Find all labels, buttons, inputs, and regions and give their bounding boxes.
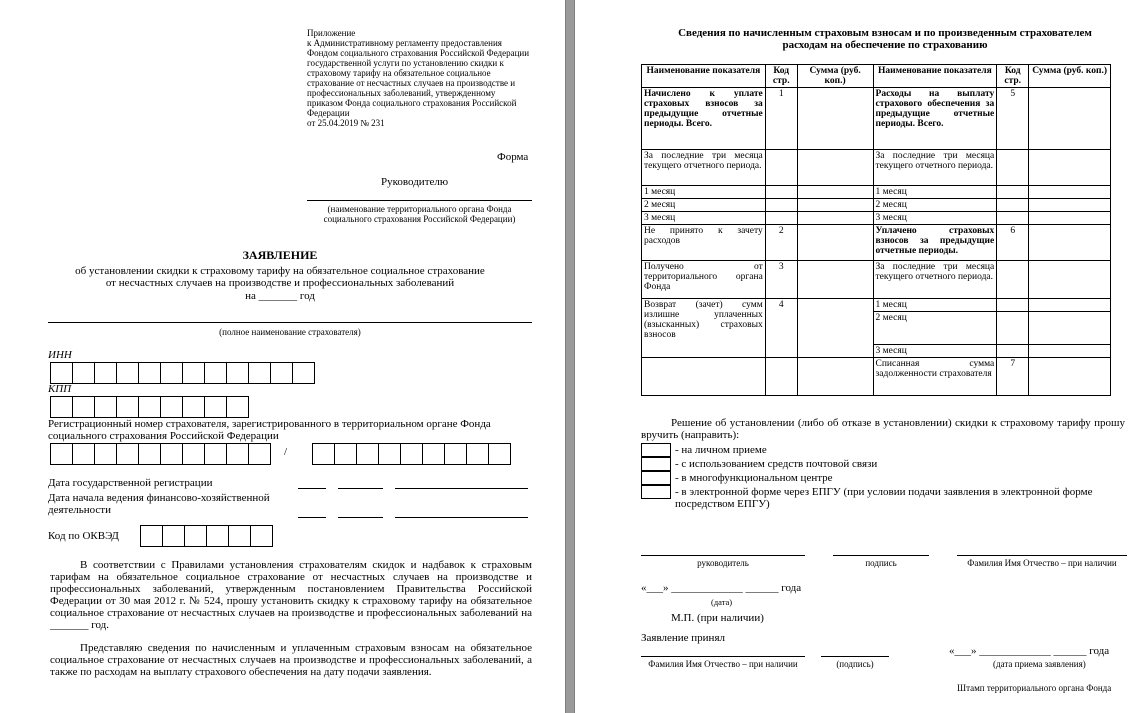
row-sum-left[interactable] bbox=[797, 88, 873, 150]
sig-fio-caption: Фамилия Имя Отчество – при наличии bbox=[967, 558, 1117, 568]
row-sum-right[interactable] bbox=[1029, 199, 1111, 212]
sig-head-line[interactable] bbox=[641, 555, 805, 556]
reg-number-label: Регистрационный номер страхователя, зарегистрированного в территориальном органе Фонда социального страхования Российской Федерации bbox=[48, 418, 491, 442]
sig-signature-line[interactable] bbox=[833, 555, 929, 556]
table-row bbox=[642, 225, 1111, 261]
table-row bbox=[642, 186, 1111, 199]
header-cell: Код стр. bbox=[765, 65, 797, 88]
stamp-mp: М.П. (при наличии) bbox=[671, 612, 764, 624]
state-reg-day[interactable] bbox=[298, 488, 326, 489]
row-sum-right[interactable] bbox=[1029, 88, 1111, 150]
info-table bbox=[641, 64, 1111, 396]
row-sum-left[interactable] bbox=[797, 150, 873, 186]
inn-boxes[interactable] bbox=[50, 362, 314, 384]
sig-date-caption: (дата) bbox=[711, 597, 733, 607]
row-name-right: За последние три месяца текущего отчетного периода. bbox=[873, 261, 997, 299]
option-checkbox-personal[interactable] bbox=[641, 443, 671, 457]
option-mfc: - в многофункциональном центре bbox=[675, 472, 833, 484]
table-row bbox=[642, 261, 1111, 299]
kpp-label: КПП bbox=[48, 383, 72, 395]
row-sum-left[interactable] bbox=[797, 212, 873, 225]
row-name-right: 1 месяц bbox=[873, 186, 997, 199]
row-sum-right[interactable] bbox=[1029, 312, 1111, 345]
sig-date-line[interactable]: «___» _____________ ______ года bbox=[641, 582, 802, 594]
header-cell: Сумма (руб. коп.) bbox=[797, 65, 873, 88]
row-name-left: 1 месяц bbox=[642, 186, 766, 199]
table-row bbox=[642, 150, 1111, 186]
acc-fio-line[interactable] bbox=[641, 656, 805, 657]
doc-subtitle-year: на _______ год bbox=[245, 290, 315, 302]
row-name-left: 2 месяц bbox=[642, 199, 766, 212]
row-code-right bbox=[997, 312, 1029, 345]
row-code-right bbox=[997, 150, 1029, 186]
decision-text: Решение об установлении (либо об отказе в установлении) скидки к страховому тарифу прошу вручить (направить): bbox=[641, 417, 1125, 441]
acc-signature-line[interactable] bbox=[821, 656, 889, 657]
stamp-caption: Штамп территориального органа Фонда bbox=[957, 683, 1112, 693]
finance-start-label: Дата начала ведения финансово-хозяйственной деятельности bbox=[48, 492, 270, 516]
row-code-left bbox=[765, 212, 797, 225]
row-name-right: 3 месяц bbox=[873, 345, 997, 358]
finance-start-year[interactable] bbox=[395, 517, 528, 518]
row-name-right: Уплачено страховых взносов за предыдущие отчетные периоды. bbox=[873, 225, 997, 261]
page-right bbox=[575, 0, 1139, 713]
inn-label: ИНН bbox=[48, 349, 72, 361]
option-post: - с использованием средств почтовой связи bbox=[675, 458, 878, 470]
row-name-right: За последние три месяца текущего отчетного периода. bbox=[873, 150, 997, 186]
table-row bbox=[642, 212, 1111, 225]
row-code-left bbox=[765, 199, 797, 212]
acc-date-caption: (дата приема заявления) bbox=[993, 659, 1086, 669]
finance-start-day[interactable] bbox=[298, 517, 326, 518]
form-label: Форма bbox=[497, 151, 529, 163]
row-name-right: Расходы на выплату страхового обеспечения за предыдущие отчетные периоды. Всего. bbox=[873, 88, 997, 150]
row-code-right bbox=[997, 186, 1029, 199]
row-sum-left[interactable] bbox=[797, 225, 873, 261]
option-checkbox-mfc[interactable] bbox=[641, 471, 671, 485]
reg-number-boxes-2[interactable] bbox=[312, 443, 510, 465]
table-header-row bbox=[642, 65, 1111, 88]
info-title: Сведения по начисленным страховым взносам и по произведенным страхователем расходам на обеспечение по страхованию bbox=[678, 27, 1092, 51]
row-sum-right[interactable] bbox=[1029, 186, 1111, 199]
row-code-right: 6 bbox=[997, 225, 1029, 261]
row-name-left: За последние три месяца текущего отчетного периода. bbox=[642, 150, 766, 186]
header-cell: Сумма (руб. коп.) bbox=[1029, 65, 1111, 88]
row-name-right: 3 месяц bbox=[873, 212, 997, 225]
option-checkbox-epgu[interactable] bbox=[641, 485, 671, 499]
row-sum-right[interactable] bbox=[1029, 225, 1111, 261]
row-name-right: Списанная сумма задолженности страхователя bbox=[873, 358, 997, 396]
table-row bbox=[642, 358, 1111, 396]
reg-number-boxes-1[interactable] bbox=[50, 443, 270, 465]
table-row bbox=[642, 199, 1111, 212]
row-sum-left[interactable] bbox=[797, 199, 873, 212]
okved-boxes[interactable] bbox=[140, 525, 272, 547]
row-code-right bbox=[997, 212, 1029, 225]
row-sum-left[interactable] bbox=[797, 299, 873, 358]
row-sum-right[interactable] bbox=[1029, 261, 1111, 299]
option-checkbox-post[interactable] bbox=[641, 457, 671, 471]
acc-date-line[interactable]: «___» _____________ ______ года bbox=[949, 645, 1110, 657]
row-code-left: 3 bbox=[765, 261, 797, 299]
kpp-boxes[interactable] bbox=[50, 396, 248, 418]
sig-signature-caption: подпись bbox=[865, 558, 897, 568]
page-left bbox=[0, 0, 565, 713]
acc-fio-caption: Фамилия Имя Отчество – при наличии bbox=[648, 659, 798, 669]
row-code-right bbox=[997, 345, 1029, 358]
to-head-label: Руководителю bbox=[381, 176, 449, 188]
row-sum-right[interactable] bbox=[1029, 299, 1111, 312]
accepted-label: Заявление принял bbox=[641, 632, 725, 644]
row-code-left bbox=[765, 150, 797, 186]
row-name-left: 3 месяц bbox=[642, 212, 766, 225]
sig-head-caption: руководитель bbox=[697, 558, 749, 568]
row-code-right bbox=[997, 199, 1029, 212]
row-sum-left[interactable] bbox=[797, 186, 873, 199]
row-name-left: Возврат (зачет) сумм излишне уплаченных (взысканных) страховых взносов bbox=[642, 299, 766, 358]
row-name-right: 2 месяц bbox=[873, 199, 997, 212]
row-code-left: 4 bbox=[765, 299, 797, 358]
territorial-line[interactable] bbox=[307, 200, 532, 201]
territorial-caption: (наименование территориального органа Фонда социального страхования Российской Федерации) bbox=[323, 204, 516, 224]
page-gutter bbox=[565, 0, 575, 713]
insurer-caption: (полное наименование страхователя) bbox=[219, 327, 361, 337]
okved-label: Код по ОКВЭД bbox=[48, 530, 119, 542]
row-name-right: 1 месяц bbox=[873, 299, 997, 312]
doc-subtitle-1: об установлении скидки к страховому тарифу на обязательное социальное страхование bbox=[75, 265, 485, 277]
row-name-left bbox=[642, 358, 766, 396]
row-sum-right[interactable] bbox=[1029, 345, 1111, 358]
insurer-name-line[interactable] bbox=[48, 322, 532, 323]
row-name-left: Получено от территориального органа Фонда bbox=[642, 261, 766, 299]
option-personal: - на личном приеме bbox=[675, 444, 767, 456]
row-sum-right[interactable] bbox=[1029, 150, 1111, 186]
acc-signature-caption: (подпись) bbox=[836, 659, 874, 669]
reg-slash: / bbox=[284, 446, 288, 458]
row-sum-left[interactable] bbox=[797, 358, 873, 396]
request-paragraph: В соответствии с Правилами установления страхователям скидок и надбавок к страховым тарифам на обязательное социальное страхование от несчастных случаев на производстве и профессиональных заболеваний, утвержденным постановлением Правительства Российской Федерации от 30 мая 2012 г. № 524, прошу установить скидку к страховому тарифу на обязательное социальное страхование от несчастных случаев на производстве и профессиональных заболеваний на _______ год. bbox=[50, 559, 532, 631]
row-sum-right[interactable] bbox=[1029, 212, 1111, 225]
header-cell: Код стр. bbox=[997, 65, 1029, 88]
row-sum-left[interactable] bbox=[797, 261, 873, 299]
row-code-right: 5 bbox=[997, 88, 1029, 150]
row-code-left: 2 bbox=[765, 225, 797, 261]
appendix-note: Приложение к Административному регламенту предоставления Фондом социального страхования Российской Федерации государственной услуги по установлению скидки к страховому тарифу на обязательное социальное страхование от несчастных случаев на производстве и профессиональных заболеваний, утвержденному приказом Фонда социального страхования Российской Федерации от 25.04.2019 № 231 bbox=[307, 28, 530, 128]
row-name-left: Не принято к зачету расходов bbox=[642, 225, 766, 261]
header-cell: Наименование показателя bbox=[642, 65, 766, 88]
row-code-right: 7 bbox=[997, 358, 1029, 396]
info-paragraph: Представляю сведения по начисленным и уплаченным страховым взносам на обязательное социальное страхование от несчастных случаев на производстве и профессиональных заболеваний, а также по расходам на выплату страхового обеспечения на дату подачи заявления. bbox=[50, 642, 532, 678]
state-reg-month[interactable] bbox=[338, 488, 383, 489]
doc-subtitle-2: от несчастных случаев на производстве и профессиональных заболеваний bbox=[105, 277, 455, 289]
state-reg-label: Дата государственной регистрации bbox=[48, 477, 213, 489]
doc-title: ЗАЯВЛЕНИЕ bbox=[242, 248, 318, 262]
row-name-left: Начислено к уплате страховых взносов за предыдущие отчетные периоды. Всего. bbox=[642, 88, 766, 150]
option-epgu: - в электронной форме через ЕПГУ (при условии подачи заявления в электронной форме посредством ЕПГУ) bbox=[675, 486, 1093, 510]
state-reg-year[interactable] bbox=[395, 488, 528, 489]
row-code-left bbox=[765, 358, 797, 396]
finance-start-month[interactable] bbox=[338, 517, 383, 518]
table-row bbox=[642, 299, 1111, 312]
row-name-right: 2 месяц bbox=[873, 312, 997, 345]
table-row bbox=[642, 88, 1111, 150]
header-cell: Наименование показателя bbox=[873, 65, 997, 88]
row-code-right bbox=[997, 261, 1029, 299]
row-code-right bbox=[997, 299, 1029, 312]
sig-fio-line[interactable] bbox=[957, 555, 1127, 556]
row-code-left: 1 bbox=[765, 88, 797, 150]
row-code-left bbox=[765, 186, 797, 199]
row-sum-right[interactable] bbox=[1029, 358, 1111, 396]
